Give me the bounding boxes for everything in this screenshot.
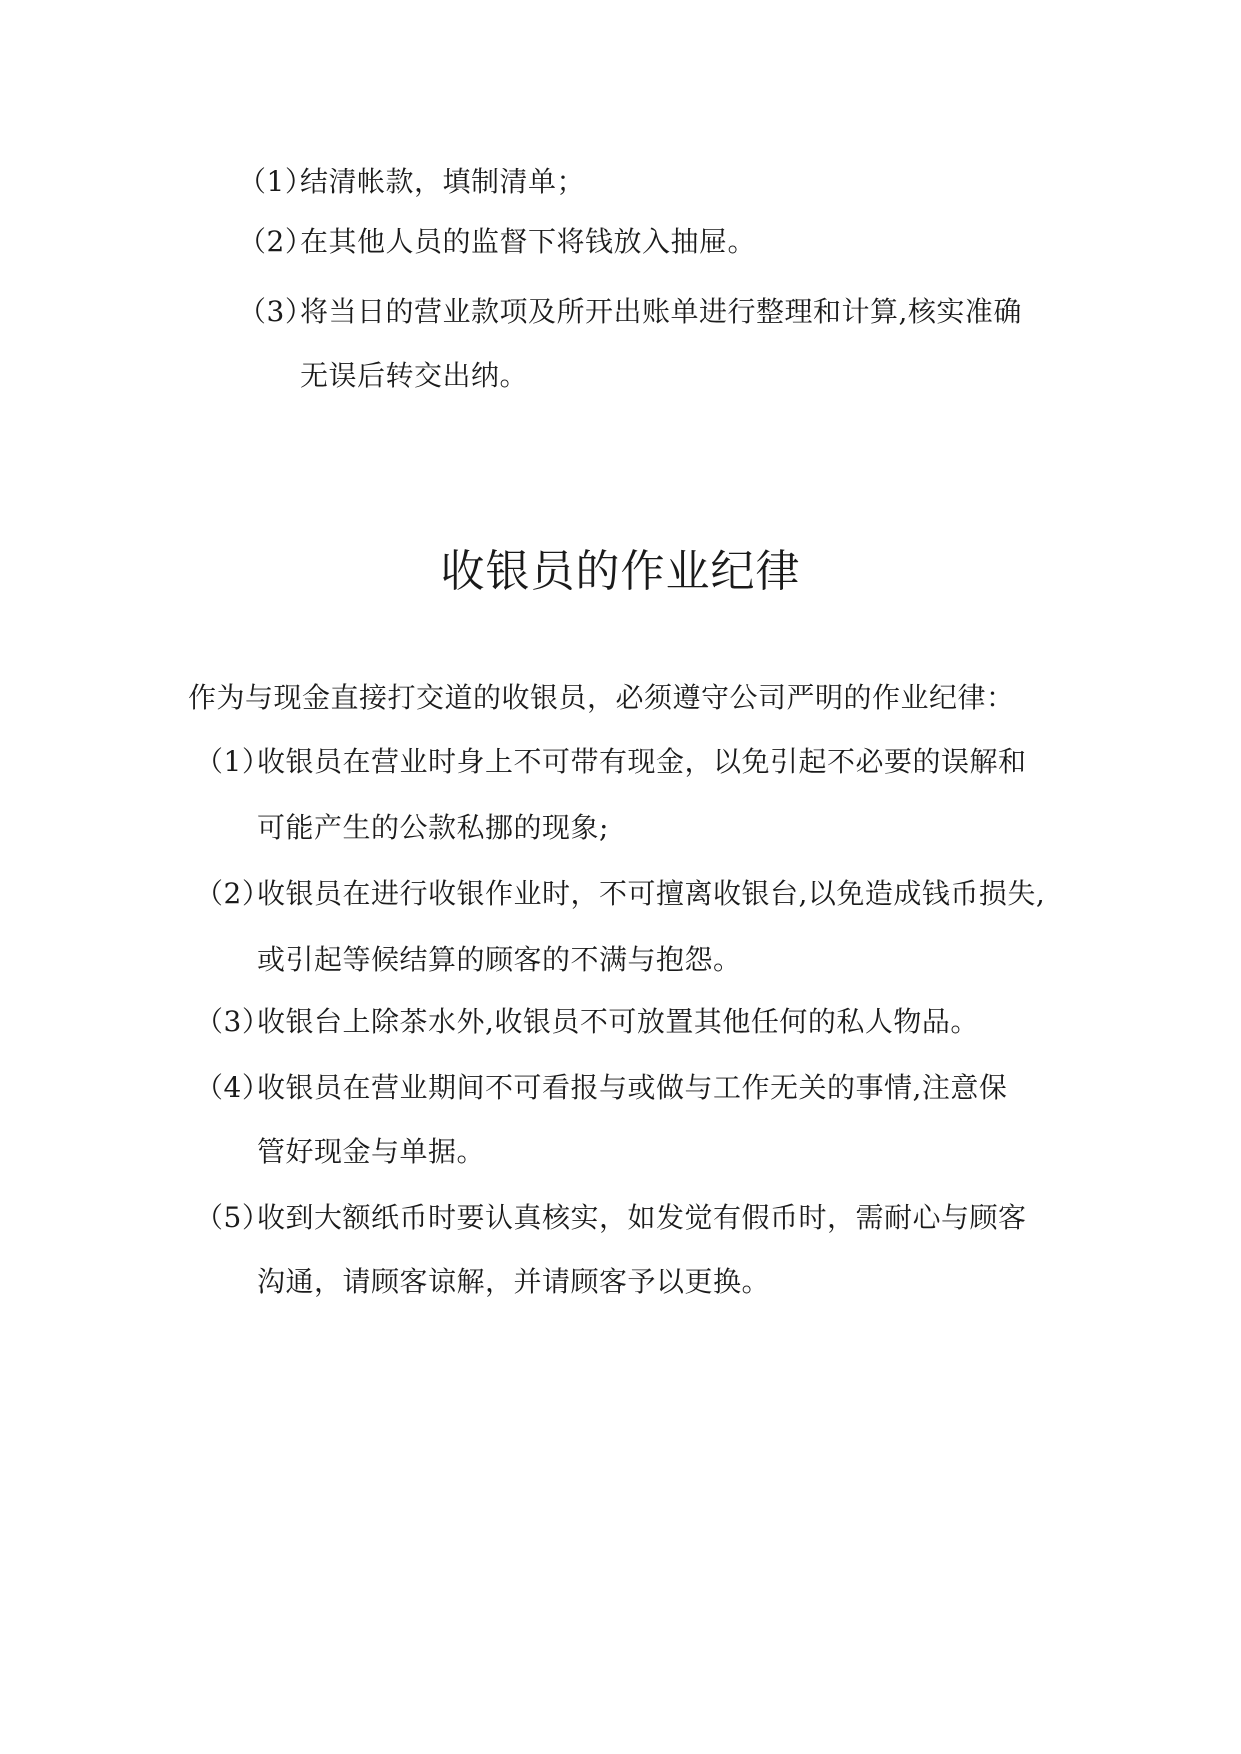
item-text: 收银员在营业时身上不可带有现金，以免引起不必要的误解和 [257, 745, 1027, 778]
item-text: 在其他人员的监督下将钱放入抽屉。 [300, 225, 757, 258]
section-title: 收银员的作业纪律 [440, 546, 801, 597]
item-number: （3） [238, 295, 314, 328]
item-text: 或引起等候结算的顾客的不满与抱怨。 [257, 943, 742, 976]
list-item [238, 164, 585, 200]
list-item [195, 1004, 979, 1040]
item-text: 结清帐款，填制清单； [300, 165, 586, 198]
item-text: 沟通，请顾客谅解，并请顾客予以更换。 [257, 1265, 771, 1298]
intro-text: 作为与现金直接打交道的收银员，必须遵守公司严明的作业纪律： [188, 681, 1015, 714]
item-text: 管好现金与单据。 [257, 1135, 486, 1168]
list-item [238, 224, 756, 260]
list-item-continuation [257, 942, 742, 978]
list-item [195, 1200, 1027, 1236]
intro-paragraph [188, 680, 1015, 716]
list-item-continuation [257, 1134, 485, 1170]
item-number: （5） [195, 1201, 271, 1234]
item-number: （3） [195, 1005, 271, 1038]
list-item [195, 876, 1045, 912]
list-item-continuation [300, 358, 528, 394]
list-item [195, 744, 1027, 780]
item-text: 可能产生的公款私挪的现象; [257, 811, 609, 844]
item-text: 收到大额纸币时要认真核实，如发觉有假币时，需耐心与顾客 [257, 1201, 1027, 1234]
item-text: 收银台上除茶水外,收银员不可放置其他任何的私人物品。 [257, 1005, 979, 1038]
item-number: （2） [195, 877, 271, 910]
item-text: 收银员在营业期间不可看报与或做与工作无关的事情,注意保 [257, 1071, 1008, 1104]
list-item [238, 294, 1022, 330]
item-text: 将当日的营业款项及所开出账单进行整理和计算,核实准确 [300, 295, 1022, 328]
item-number: （1） [238, 165, 314, 198]
list-item-continuation [257, 810, 609, 846]
item-number: （4） [195, 1071, 271, 1104]
item-text: 收银员在进行收银作业时，不可擅离收银台,以免造成钱币损失, [257, 877, 1046, 910]
item-number: （1） [195, 745, 271, 778]
list-item-continuation [257, 1264, 770, 1300]
item-text: 无误后转交出纳。 [300, 359, 529, 392]
list-item [195, 1070, 1007, 1106]
item-number: （2） [238, 225, 314, 258]
